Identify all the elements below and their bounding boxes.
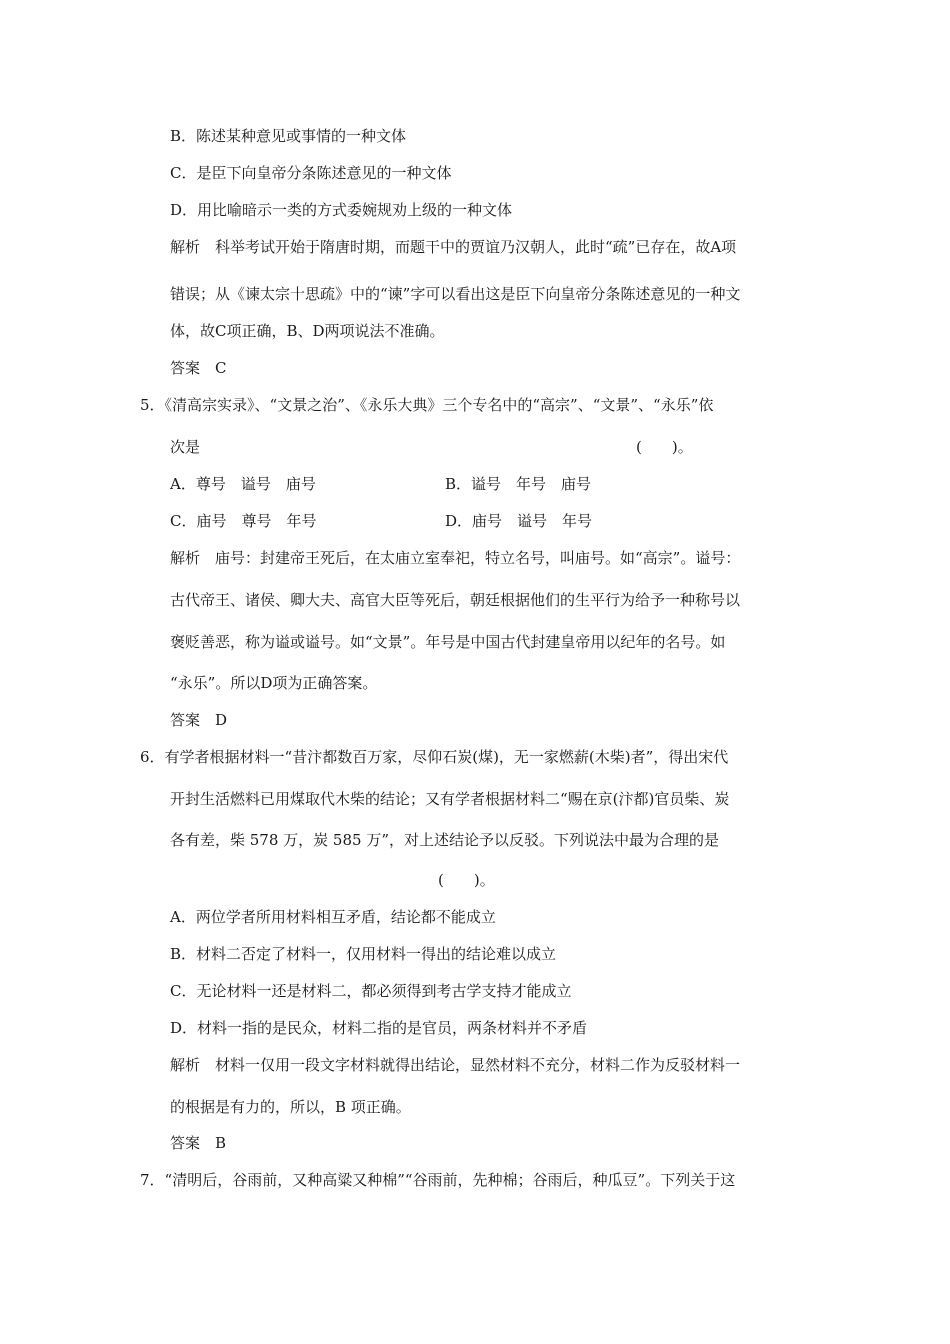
q4-option-c: C．是臣下向皇帝分条陈述意见的一种文体 [170, 164, 452, 182]
q7-stem-line-1: 7．“清明后，谷雨前，又种高粱又种棉”“谷雨前，先种棉；谷雨后，种瓜豆”。下列关于这 [140, 1171, 736, 1189]
q5-answer: 答案 D [170, 711, 228, 729]
q6-option-d: D．材料一指的是民众，材料二指的是官员，两条材料并不矛盾 [170, 1019, 588, 1037]
q4-analysis-line-1: 解析 科举考试开始于隋唐时期，而题干中的贾谊乃汉朝人，此时“疏”已存在，故A项 [170, 238, 737, 256]
q6-option-c: C．无论材料一还是材料二，都必须得到考古学支持才能成立 [170, 982, 572, 1000]
q6-option-b: B．材料二否定了材料一，仅用材料一得出的结论难以成立 [170, 945, 557, 963]
q4-analysis-line-3: 体，故C项正确，B、D两项说法不准确。 [170, 322, 445, 340]
q6-stem-line-1: 6．有学者根据材料一“昔汴都数百万家，尽仰石炭(煤)，无一家燃薪(木柴)者”，得出宋代 [140, 748, 729, 766]
q6-stem-line-3: 各有差，柴 578 万，炭 585 万”，对上述结论予以反驳。下列说法中最为合理的是 [170, 831, 720, 849]
q5-analysis-line-4: “永乐”。所以D项为正确答案。 [170, 674, 378, 692]
q5-answer-blank: ( )。 [636, 438, 693, 456]
q6-option-a: A．两位学者所用材料相互矛盾，结论都不能成立 [170, 908, 496, 926]
q4-option-b: B．陈述某种意见或事情的一种文体 [170, 127, 407, 145]
q4-option-d: D．用比喻暗示一类的方式委婉规劝上级的一种文体 [170, 201, 513, 219]
q5-stem-line-2: 次是 [170, 438, 201, 456]
q6-answer-blank: ( )。 [438, 871, 495, 889]
q4-answer: 答案 C [170, 359, 227, 377]
q5-option-b: B．谥号 年号 庙号 [445, 475, 592, 493]
q5-analysis-line-2: 古代帝王、诸侯、卿大夫、高官大臣等死后，朝廷根据他们的生平行为给予一种称号以 [170, 591, 741, 609]
q5-analysis-line-1: 解析 庙号：封建帝王死后，在太庙立室奉祀，特立名号，叫庙号。如“高宗”。谥号： [170, 549, 741, 567]
q5-stem-line-1: 5．《清高宗实录》、“文景之治”、《永乐大典》三个专名中的“高宗”、“文景”、“永乐”依 [140, 396, 714, 414]
q6-stem-line-2: 开封生活燃料已用煤取代木柴的结论；又有学者根据材料二“赐在京(汴都)官员柴、炭 [170, 790, 730, 808]
q5-option-d: D．庙号 谥号 年号 [445, 512, 593, 530]
q6-analysis-line-1: 解析 材料一仅用一段文字材料就得出结论，显然材料不充分，材料二作为反驳材料一 [170, 1056, 741, 1074]
q4-analysis-line-2: 错误；从《谏太宗十思疏》中的“谏”字可以看出这是臣下向皇帝分条陈述意见的一种文 [170, 285, 741, 303]
q6-answer: 答案 B [170, 1134, 227, 1152]
q5-analysis-line-3: 褒贬善恶，称为谥或谥号。如“文景”。年号是中国古代封建皇帝用以纪年的名号。如 [170, 633, 726, 651]
q5-option-c: C．庙号 尊号 年号 [170, 512, 317, 530]
q6-analysis-line-2: 的根据是有力的，所以，B 项正确。 [170, 1098, 411, 1116]
q5-option-a: A．尊号 谥号 庙号 [170, 475, 316, 493]
